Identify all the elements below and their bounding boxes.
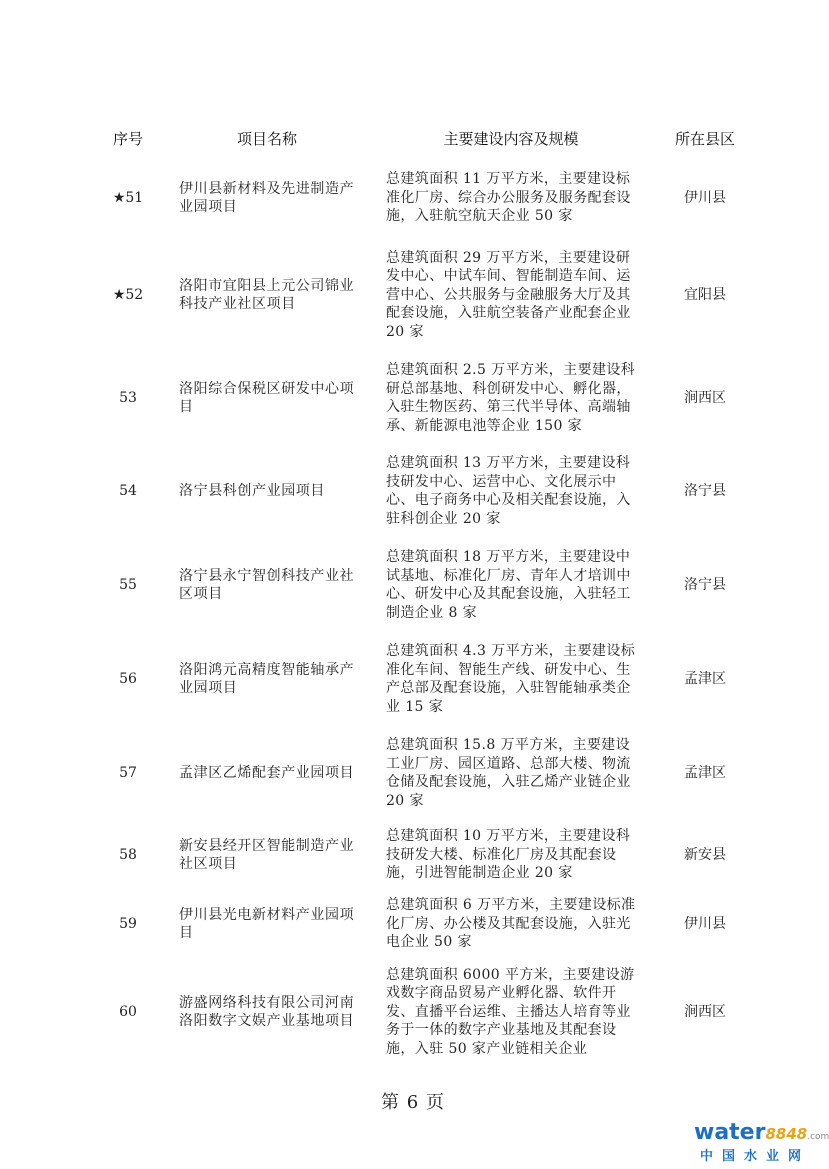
logo-brand-suffix: .com	[807, 1132, 829, 1142]
row-project-name: 伊川县新材料及先进制造产业园项目	[179, 180, 355, 215]
row-serial: 59	[119, 915, 137, 932]
page-number: 第 6 页	[381, 1092, 445, 1113]
row-content: 总建筑面积 6000 平方米，主要建设游戏数字商品贸易产业孵化器、软件开发、直播平台运维、主播达人培育等业务于一体的数字产业基地及其配套设施，入驻 50 家产业链相关企业	[386, 966, 635, 1057]
row-content: 总建筑面积 6 万平方米，主要建设标准化厂房、办公楼及其配套设施，入驻光电企业 50 家	[386, 897, 636, 951]
row-serial: 55	[119, 576, 137, 593]
table-row	[0, 360, 826, 436]
row-project-name: 洛阳综合保税区研发中心项目	[179, 380, 355, 415]
row-county: 涧西区	[684, 389, 726, 406]
row-content: 总建筑面积 13 万平方米，主要建设科技研发中心、运营中心、文化展示中心、电子商务中心及相关配套设施，入驻科创企业 20 家	[386, 455, 631, 527]
row-county: 伊川县	[684, 915, 726, 932]
row-project-name: 洛阳市宜阳县上元公司锦业科技产业社区项目	[179, 277, 355, 312]
row-serial: 60	[119, 1003, 137, 1020]
logo-brand-cn: 中国水业网	[700, 1149, 811, 1164]
header-project-name: 项目名称	[236, 130, 298, 148]
row-project-name: 洛宁县科创产业园项目	[179, 482, 325, 499]
row-content: 总建筑面积 18 万平方米，主要建设中试基地、标准化厂房、青年人才培训中心、研发中心及其配套设施，入驻轻工制造企业 8 家	[386, 549, 631, 621]
row-content: 总建筑面积 29 万平方米，主要建设研发中心、中试车间、智能制造车间、运营中心、公共服务与金融服务大厅及其配套设施，入驻航空装备产业配套企业 20 家	[386, 249, 631, 340]
logo-brand-number: 8848	[765, 1125, 808, 1143]
row-county: 伊川县	[684, 189, 726, 206]
table-row	[0, 826, 826, 884]
row-project-name: 伊川县光电新材料产业园项目	[179, 906, 355, 941]
table-row	[0, 547, 826, 623]
row-county: 宜阳县	[684, 286, 726, 303]
row-serial: 53	[119, 389, 137, 406]
row-content: 总建筑面积 11 万平方米，主要建设标准化厂房、综合办公服务及服务配套设施，入驻航空航天企业 50 家	[386, 171, 631, 225]
row-project-name: 孟津区乙烯配套产业园项目	[179, 764, 355, 781]
row-serial: 57	[119, 764, 137, 781]
header-serial: 序号	[112, 130, 144, 148]
table-row	[0, 166, 826, 230]
watermark-logo	[694, 1120, 829, 1164]
row-content: 总建筑面积 10 万平方米，主要建设科技研发大楼、标准化厂房及其配套设施，引进智能制造企业 20 家	[386, 828, 631, 882]
row-project-name: 游盛网络科技有限公司河南洛阳数字文娱产业基地项目	[179, 994, 355, 1029]
row-project-name: 新安县经开区智能制造产业社区项目	[179, 837, 355, 872]
row-serial: ★52	[112, 286, 144, 303]
row-county: 洛宁县	[684, 482, 726, 499]
row-county: 新安县	[684, 846, 726, 863]
table-header	[0, 128, 826, 152]
row-content: 总建筑面积 4.3 万平方米，主要建设标准化车间、智能生产线、研发中心、生产总部及配套设施，入驻智能轴承类企业 15 家	[386, 643, 636, 715]
table-row	[0, 964, 826, 1060]
row-serial: 58	[119, 846, 137, 863]
row-project-name: 洛阳鸿元高精度智能轴承产业园项目	[179, 661, 355, 696]
header-county: 所在县区	[674, 130, 736, 148]
row-county: 涧西区	[684, 1003, 726, 1020]
table-row	[0, 895, 826, 953]
header-content: 主要建设内容及规模	[443, 130, 579, 148]
row-project-name: 洛宁县永宁智创科技产业社区项目	[179, 567, 355, 602]
logo-brand-main: water	[694, 1120, 766, 1145]
table-row	[0, 245, 826, 345]
table-row	[0, 641, 826, 717]
row-serial: 56	[119, 670, 137, 687]
row-county: 孟津区	[684, 670, 726, 687]
row-serial: 54	[119, 482, 137, 499]
row-content: 总建筑面积 15.8 万平方米，主要建设工业厂房、园区道路、总部大楼、物流仓储及配套设施，入驻乙烯产业链企业 20 家	[386, 737, 631, 809]
row-serial: ★51	[112, 189, 144, 206]
row-county: 洛宁县	[684, 576, 726, 593]
table-row	[0, 453, 826, 529]
row-content: 总建筑面积 2.5 万平方米，主要建设科研总部基地、科创研发中心、孵化器，入驻生物医药、第三代半导体、高端轴承、新能源电池等企业 150 家	[386, 362, 636, 434]
row-county: 孟津区	[684, 764, 726, 781]
table-row	[0, 735, 826, 811]
